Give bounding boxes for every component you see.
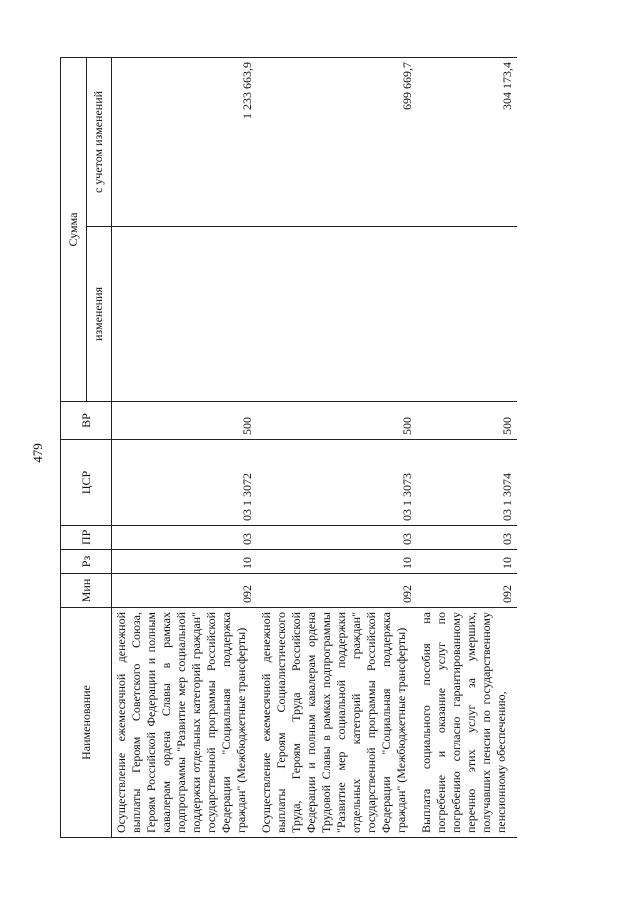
- row-total: 699 669,7: [257, 57, 417, 226]
- row-rz: 10: [417, 550, 517, 574]
- table-row: [112, 57, 258, 837]
- row-name: Осуществление ежемесячной денежной выплаты Героям Советского Союза, Героям Российской Федерации и полным кавалерам ордена Славы в рамках подпрограммы "Развитие мер социальной поддержки отдельных категорий граждан" государственной программы Российской Федерации "Социальная поддержка граждан" (Межбюджетные трансферты): [112, 608, 258, 838]
- row-total: 1 233 663,9: [112, 57, 258, 226]
- header-min: Мин: [61, 574, 112, 608]
- row-name: Выплата социального пособия на погребение и оказание услуг по погребению согласно гарантированному перечню этих услуг за умерших, получавших пенсии по государственному пенсионному обеспечению,: [417, 608, 517, 838]
- row-changes: [257, 227, 417, 402]
- row-changes: [112, 227, 258, 402]
- header-sum: Сумма: [61, 57, 87, 401]
- header-name: Наименование: [61, 608, 112, 838]
- page-number: 479: [30, 443, 45, 463]
- row-rz: 10: [257, 550, 417, 574]
- row-min: 092: [257, 574, 417, 608]
- header-rz: Рз: [61, 550, 112, 574]
- row-csr: 03 1 3074: [417, 440, 517, 526]
- row-vr: 500: [257, 402, 417, 440]
- row-min: 092: [417, 574, 517, 608]
- budget-table: [60, 57, 517, 838]
- row-csr: 03 1 3073: [257, 440, 417, 526]
- row-total: 304 173,4: [417, 57, 517, 226]
- row-changes: [417, 227, 517, 402]
- row-vr: 500: [417, 402, 517, 440]
- row-csr: 03 1 3072: [112, 440, 258, 526]
- row-vr: 500: [112, 402, 258, 440]
- row-rz: 10: [112, 550, 258, 574]
- row-pr: 03: [112, 526, 258, 550]
- header-vr: ВР: [61, 402, 112, 440]
- row-name: Осуществление ежемесячной денежной выплаты Героям Социалистического Труда, Героям Труда Российской Федерации и полным кавалерам ордена Трудовой Славы в рамках подпрограммы "Развитие мер социальной поддержки отдельных категорий граждан" государственной программы Российской Федерации "Социальная поддержка граждан" (Межбюджетные трансферты): [257, 608, 417, 838]
- header-pr: ПР: [61, 526, 112, 550]
- table-row: [417, 57, 517, 837]
- row-pr: 03: [257, 526, 417, 550]
- row-pr: 03: [417, 526, 517, 550]
- header-csr: ЦСР: [61, 440, 112, 526]
- rotated-page: [60, 58, 595, 838]
- table-row: [257, 57, 417, 837]
- row-min: 092: [112, 574, 258, 608]
- header-row: [61, 57, 87, 837]
- header-with-changes: с учетом изменений: [86, 57, 112, 226]
- header-changes: изменения: [86, 227, 112, 402]
